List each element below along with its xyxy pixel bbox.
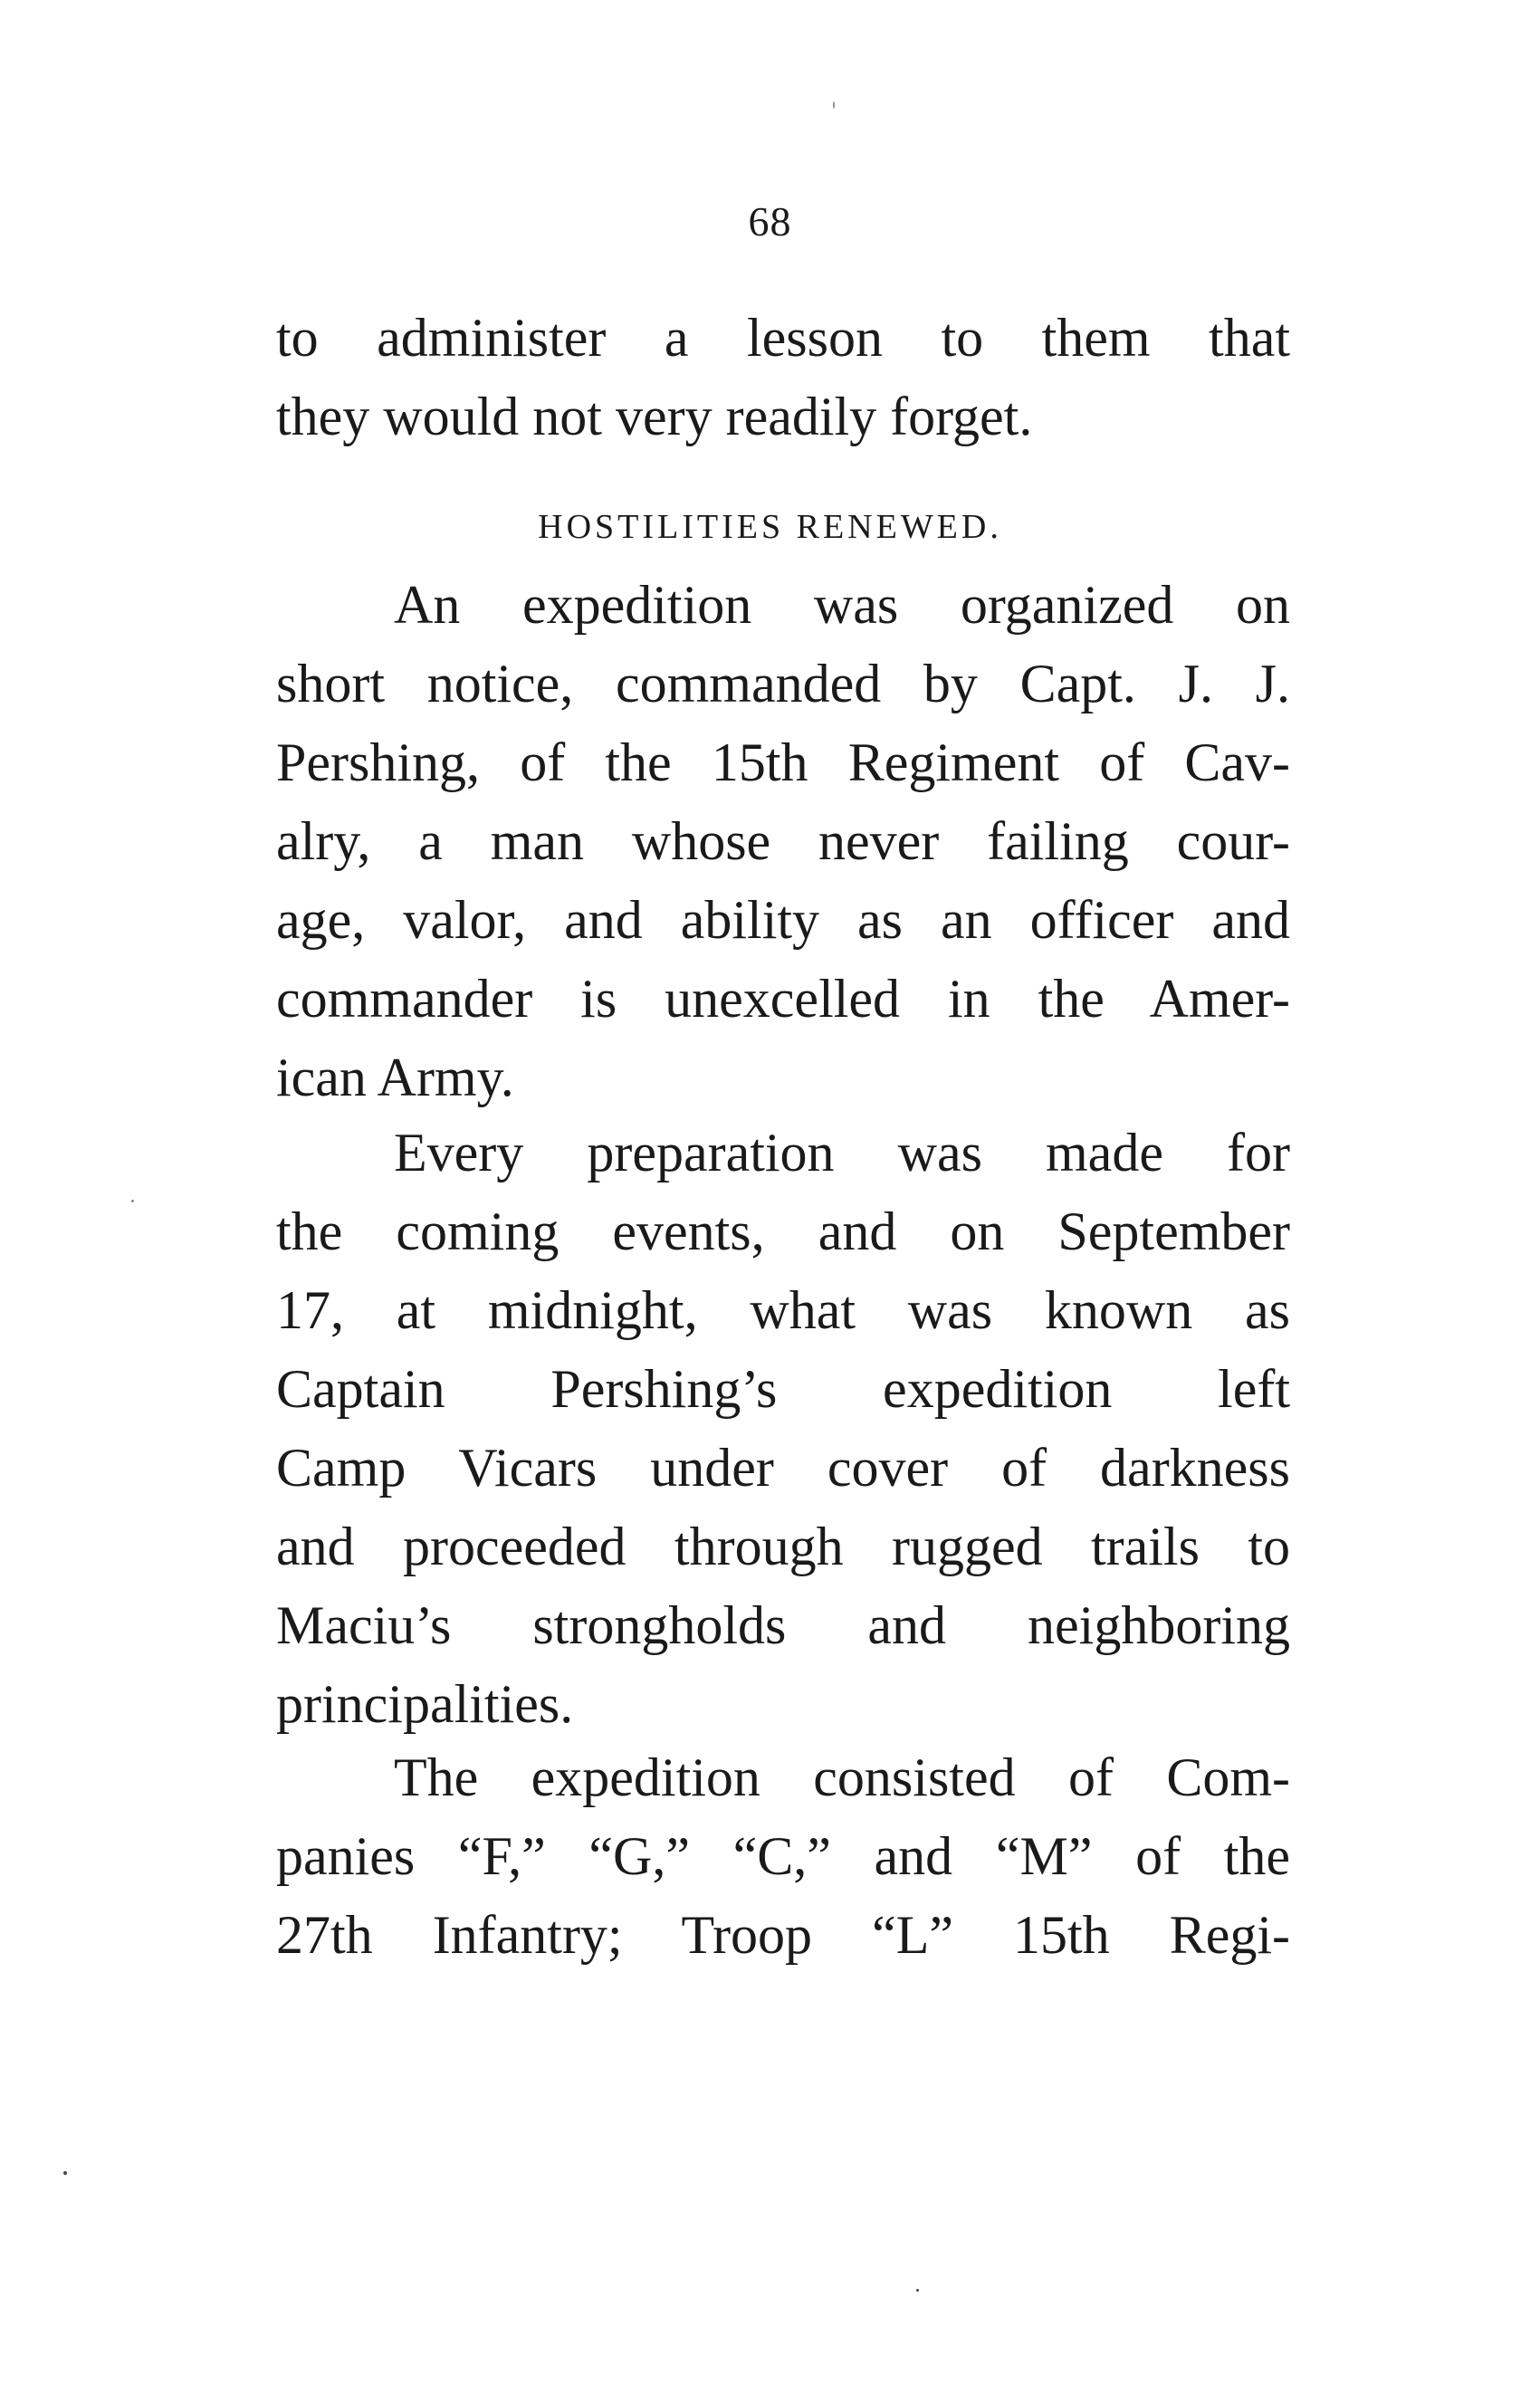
text-line: 27th Infantry; Troop “L” 15th Regi- [276,1905,1290,1965]
paper-speck [916,2289,919,2292]
text-line: An expedition was organized on [394,575,1290,635]
paragraph-expedition-composition [276,1738,1290,1975]
text-line: the coming events, and on September [276,1202,1290,1261]
text-line: commander is unexcelled in the Amer- [276,969,1290,1029]
section-heading: HOSTILITIES RENEWED. [538,508,1002,546]
page-number: 68 [748,198,792,244]
text-line: Every preparation was made for [394,1123,1290,1182]
text-line: ican Army. [276,1048,514,1107]
text-line: alry, a man whose never failing cour- [276,811,1290,871]
text-line: principalities. [276,1674,574,1734]
text-line: 17, at midnight, what was known as [276,1280,1290,1340]
paper-speck [833,101,835,109]
text-line: they would not very readily forget. [276,387,1033,446]
text-line: and proceeded through rugged trails to [276,1517,1290,1576]
paragraph-expedition-organized [276,566,1290,1117]
paper-speck [63,2171,67,2175]
text-line: The expedition consisted of Com- [394,1747,1290,1807]
paper-speck [131,1200,134,1202]
text-line: Captain Pershing’s expedition left [276,1359,1290,1419]
text-line: Camp Vicars under cover of darkness [276,1438,1290,1498]
text-line: Pershing, of the 15th Regiment of Cav- [276,732,1290,792]
paragraph-continuation [276,299,1290,456]
text-line: Maciu’s strongholds and neighboring [276,1595,1290,1655]
text-line: panies “F,” “G,” “C,” and “M” of the [276,1826,1290,1886]
text-line: age, valor, and ability as an officer and [276,890,1290,950]
text-line: to administer a lesson to them that [276,308,1290,368]
text-line: short notice, commanded by Capt. J. J. [276,654,1290,713]
paragraph-preparation [276,1114,1290,1744]
